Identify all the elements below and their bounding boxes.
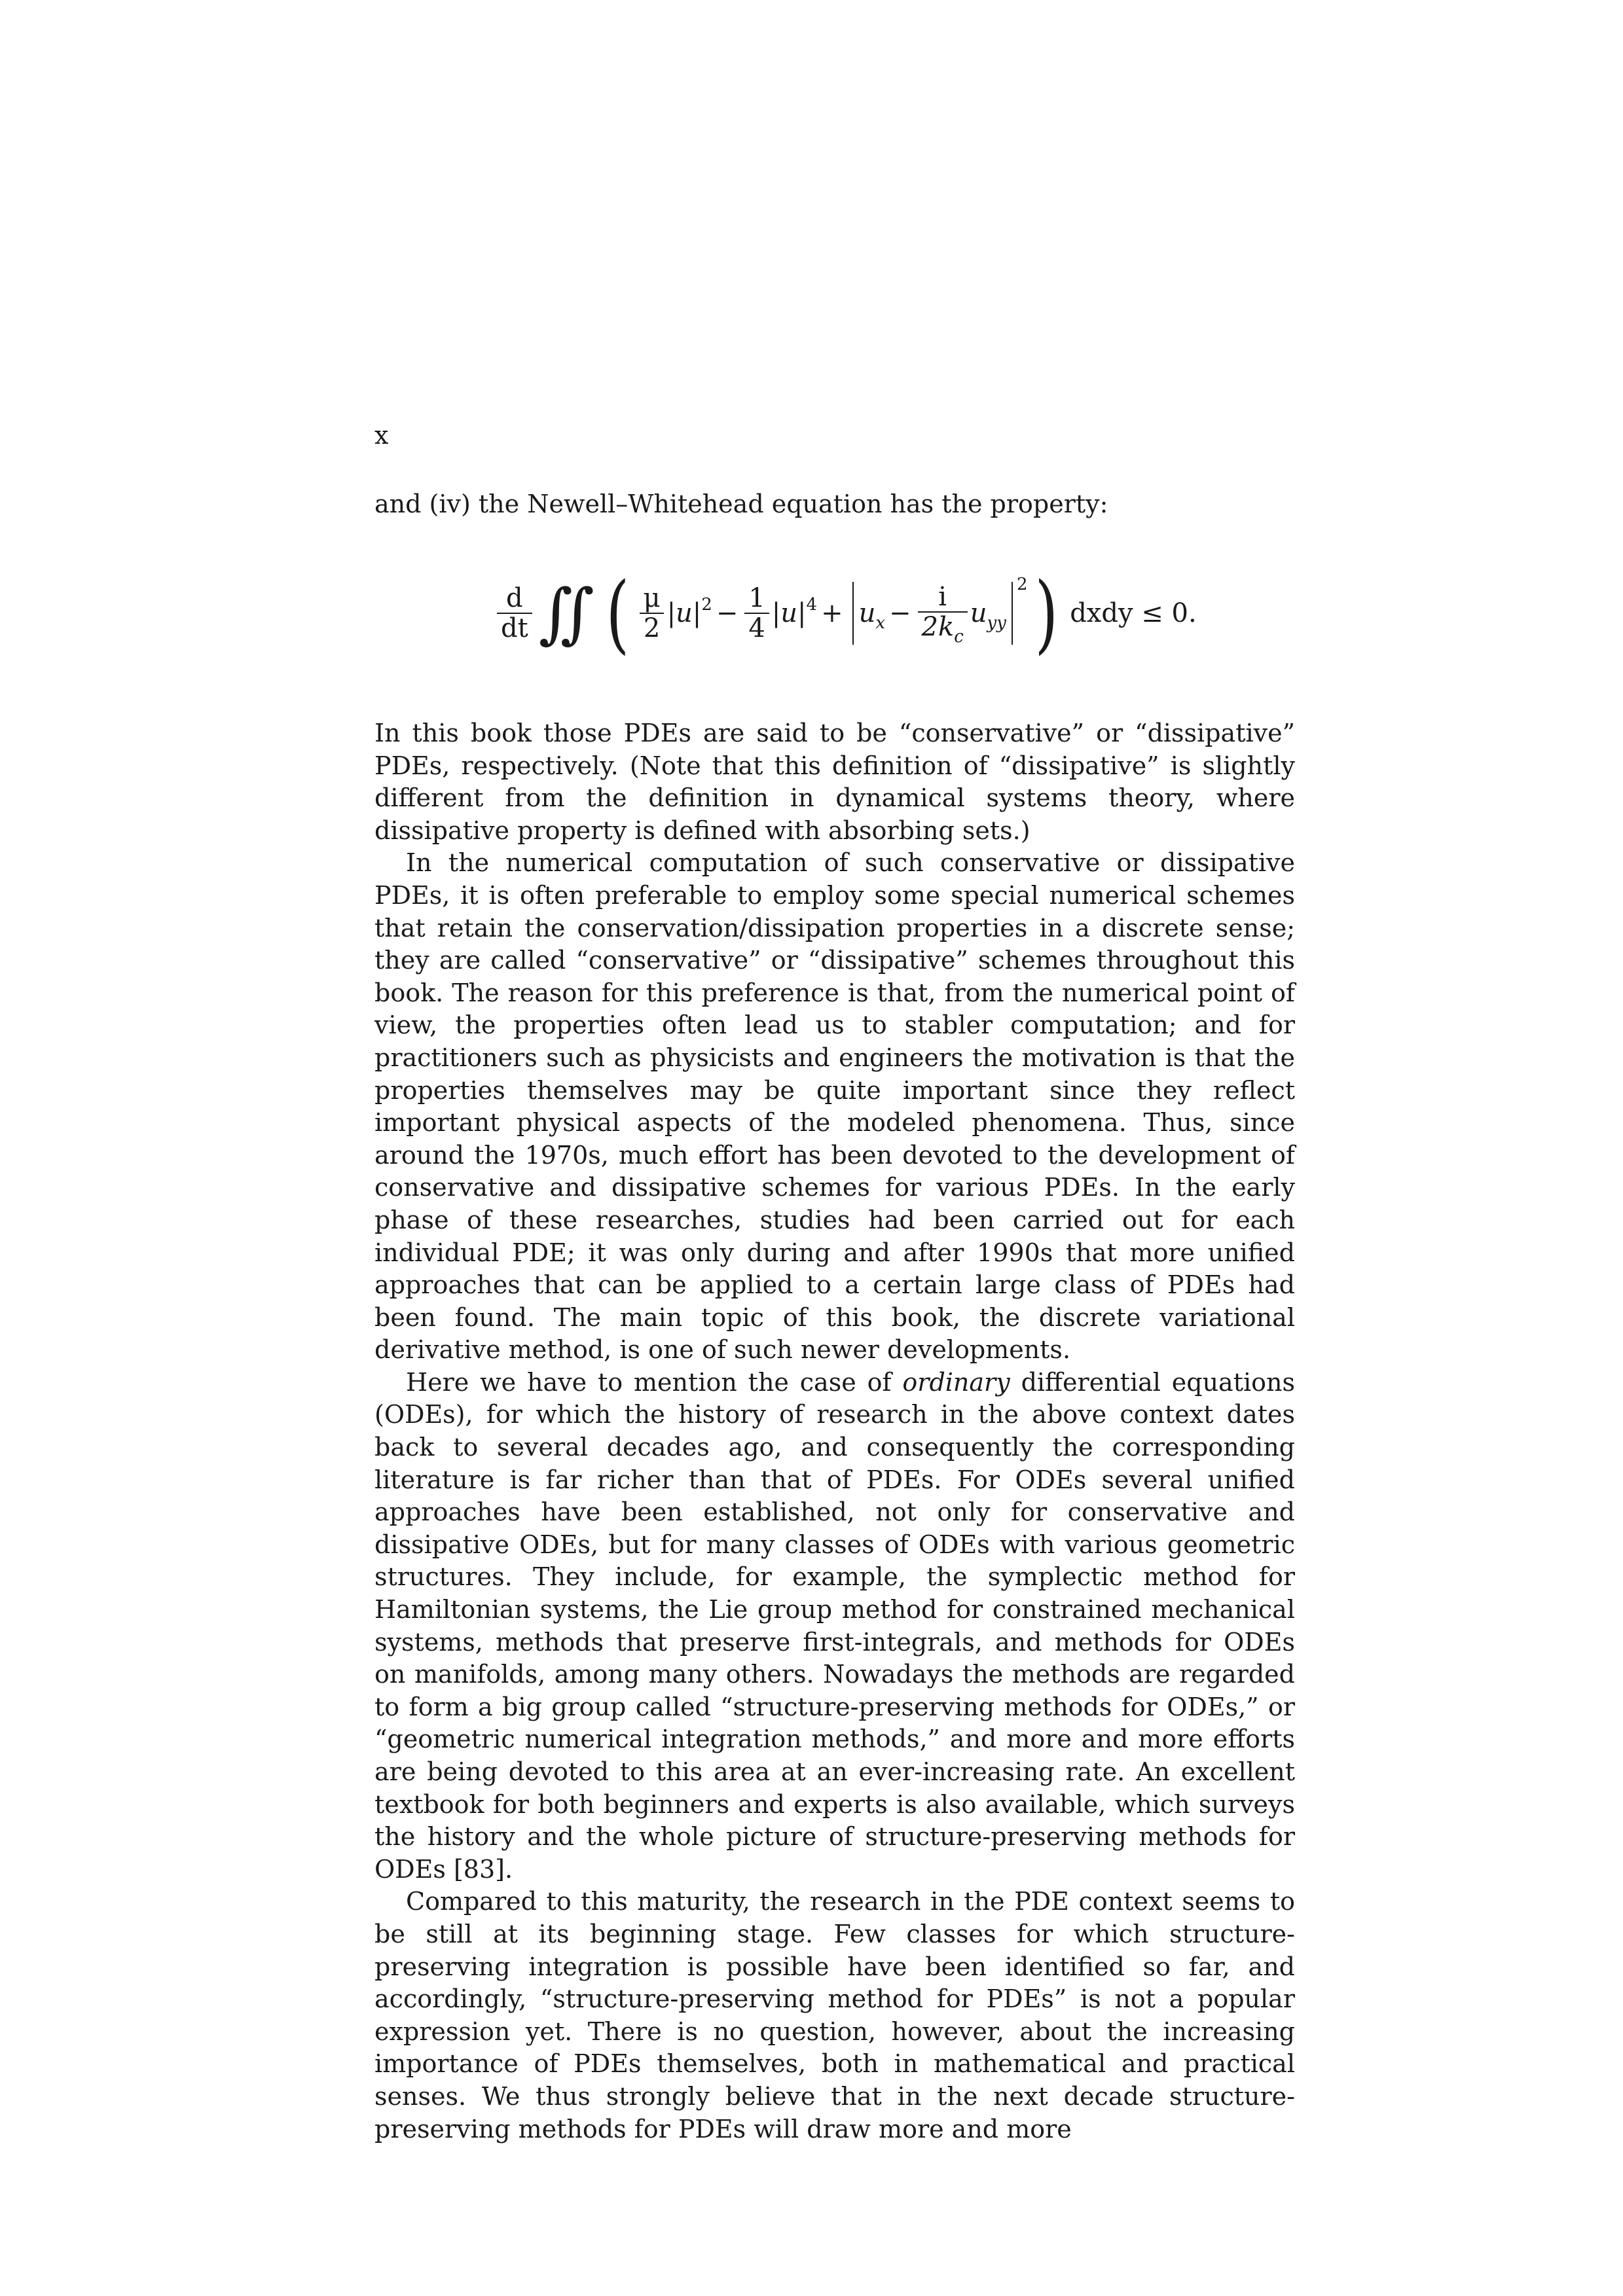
- plus-sign: +: [821, 598, 843, 628]
- paragraph-2: In the numerical computation of such conservative or dissipative PDEs, it is often preferable to employ some special numerical schemes that retain the conservation/dissipation properties in a discrete sense; they are called “conservative” or “dissipative” schemes throughout this book. The reason for this preference is that, from the numerical point of view, the properties often lead us to stabler computation; and for practitioners such as physicists and engineers the motivation is that the properties themselves may be quite important since they reflect important physical aspects of the modeled phenomena. Thus, since around the 1970s, much effort has been devoted to the development of conservative and dissipative schemes for various PDEs. In the early phase of these researches, studies had been carried out for each individual PDE; it was only during and after 1990s that more unified approaches that can be applied to a certain large class of PDEs had been found. The main topic of this book, the discrete variational derivative method, is one of such newer developments.: [374, 848, 1295, 1365]
- uyy-term: $u_{yy}$: [970, 598, 1006, 633]
- abs-bar-left: [852, 582, 854, 645]
- paragraph-1: In this book those PDEs are said to be “conservative” or “dissipative” PDEs, respectively. (Note that this definition of “dissipative” is slightly different from the definition in dynamical systems theory, where dissipative property is defined with absorbing sets.): [374, 719, 1295, 845]
- lead-sentence: [374, 488, 1295, 521]
- mu-over-two: $\frac{\mu}{2}$: [640, 584, 665, 643]
- paragraph-3: Here we have to mention the case of ordinary differential equations (ODEs), for which the history of research in the above context dates back to several decades ago, and consequently the corresponding literature is far richer than that of PDEs. For ODEs several unified approaches have been established, not only for conservative and dissipative ODEs, but for many classes of ODEs with various geometric structures. They include, for example, the symplectic method for Hamiltonian systems, the Lie group method for constrained mechanical systems, methods that preserve first-integrals, and methods for ODEs on manifolds, among many others. Nowadays the methods are regarded to form a big group called “structure-preserving methods for ODEs,” or “geometric numerical integration methods,” and more and more efforts are being devoted to this area at an ever-increasing rate. An excellent textbook for both beginners and experts is also available, which surveys the history and the whole picture of structure-preserving methods for ODEs [83].: [374, 1367, 1295, 1884]
- abs-bar-right: [1012, 582, 1013, 645]
- equation-tail: dxdy ≤ 0.: [1070, 598, 1197, 628]
- u-abs4-term: $|u|^4$: [771, 595, 818, 628]
- emphasis-ordinary: ordinary: [902, 1367, 1010, 1397]
- u-abs-term: $|u|^2$: [666, 595, 712, 628]
- i-over-2kc: $\frac{i}{2k_c}$: [918, 583, 968, 645]
- outer-exponent: 2: [1016, 575, 1028, 594]
- left-paren: (: [606, 564, 629, 663]
- paragraph-4: Compared to this maturity, the research in the PDE context seems to be still at its beginning stage. Few classes for which structure-preserving integration is possible have been identified so far, and accordingly, “structure-preserving method for PDEs” is not a popular expression yet. There is no question, however, about the increasing importance of PDEs themselves, both in mathematical and practical senses. We thus strongly believe that in the next decade structure-preserving methods for PDEs will draw more and more: [374, 1887, 1295, 2144]
- lead-text: and (iv) the Newell–Whitehead equation has the property:: [374, 490, 1108, 518]
- one-over-four: $\frac{1}{4}$: [744, 584, 769, 643]
- page-number: x: [374, 421, 389, 450]
- minus-sign-2: −: [889, 598, 911, 628]
- double-integral-symbol: ∬: [538, 575, 594, 651]
- newell-whitehead-equation: [494, 558, 1201, 669]
- right-paren: ): [1035, 564, 1059, 663]
- body-text: [374, 717, 1295, 2145]
- minus-sign: −: [716, 598, 739, 628]
- time-derivative: $\frac{d}{dt}$: [497, 584, 532, 643]
- ux-term: $u_x$: [858, 598, 886, 633]
